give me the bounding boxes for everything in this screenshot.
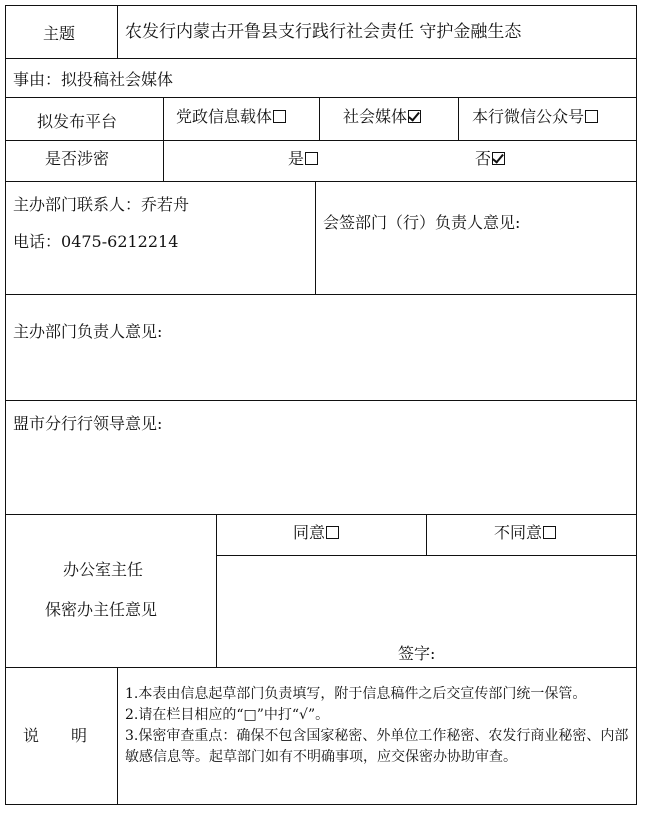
contact-phone-label: 电话： <box>13 232 62 251</box>
disagree-option[interactable] <box>494 523 556 543</box>
cosign-opinion-label: 会签部门（行）负责人意见: <box>323 213 521 232</box>
reason-label: 事由： <box>13 70 62 89</box>
agree-label: 同意 <box>293 523 326 542</box>
platform-option-wechat[interactable] <box>472 107 598 127</box>
col-divider <box>163 97 164 182</box>
col-divider <box>117 667 118 805</box>
branch-opinion-area[interactable] <box>10 440 632 510</box>
platform-option-label: 社会媒体 <box>343 107 408 126</box>
reason-value: 拟投稿社会媒体 <box>61 70 174 89</box>
row-divider <box>5 181 637 182</box>
note-item: 1.本表由信息起草部门负责填写，附于信息稿件之后交宣传部门统一保管。 <box>125 686 587 702</box>
agree-option[interactable] <box>293 523 339 543</box>
notes-label: 说 明 <box>23 726 88 745</box>
host-opinion-label: 主办部门负责人意见: <box>13 322 163 341</box>
contact-person <box>13 195 189 215</box>
checkbox-unchecked-icon[interactable] <box>585 110 598 123</box>
platform-label: 拟发布平台 <box>37 112 118 131</box>
note-item: 3.保密审查重点：确保不包含国家秘密、外单位工作秘密、农发行商业秘密、内部敏感信息等。起草部门如有不明确事项，应交保密办协助审查。 <box>125 728 629 765</box>
col-divider <box>426 514 427 556</box>
confidential-option-label: 是 <box>288 149 305 168</box>
platform-option-party[interactable] <box>176 107 286 127</box>
cosign-opinion-area[interactable] <box>320 240 632 290</box>
subject-label: 主题 <box>43 24 76 43</box>
row-divider <box>5 58 637 59</box>
col-divider <box>458 97 459 141</box>
note-item: 2.请在栏目相应的“□”中打“√”。 <box>125 707 330 723</box>
table-border-left <box>5 5 6 805</box>
signature-field[interactable] <box>445 640 630 664</box>
reason-row[interactable] <box>13 70 173 90</box>
col-divider <box>117 5 118 59</box>
table-border-top <box>5 5 637 6</box>
signature-label: 签字: <box>398 644 436 663</box>
branch-opinion-label: 盟市分行行领导意见: <box>13 414 163 433</box>
row-divider <box>5 400 637 401</box>
row-divider <box>5 514 637 515</box>
subject-value[interactable]: 农发行内蒙古开鲁县支行践行社会责任 守护金融生态 <box>125 22 522 42</box>
table-border-bottom <box>5 804 637 805</box>
col-divider <box>216 514 217 668</box>
confidential-option-label: 否 <box>475 149 492 168</box>
contact-person-label: 主办部门联系人： <box>13 195 142 214</box>
row-divider <box>5 294 637 295</box>
col-divider <box>315 181 316 295</box>
confidential-option-no[interactable] <box>475 149 505 169</box>
notes-list <box>125 684 635 768</box>
checkbox-unchecked-icon[interactable] <box>326 526 339 539</box>
checkbox-unchecked-icon[interactable] <box>273 110 286 123</box>
host-opinion-area[interactable] <box>10 346 632 396</box>
confidential-option-yes[interactable] <box>288 149 318 169</box>
contact-phone <box>13 232 178 252</box>
contact-phone-value: 0475-6212214 <box>61 232 179 251</box>
table-border-right <box>636 5 637 805</box>
confidential-label: 是否涉密 <box>45 149 110 168</box>
office-label-line1: 办公室主任 <box>63 560 144 579</box>
row-divider <box>5 97 637 98</box>
col-divider <box>319 97 320 141</box>
contact-person-name: 乔若舟 <box>141 195 190 214</box>
office-label-line2: 保密办主任意见 <box>45 600 158 619</box>
platform-option-social-media[interactable] <box>343 107 421 127</box>
checkbox-unchecked-icon[interactable] <box>305 152 318 165</box>
checkbox-unchecked-icon[interactable] <box>543 526 556 539</box>
platform-option-label: 党政信息载体 <box>176 107 273 126</box>
disagree-label: 不同意 <box>494 523 543 542</box>
row-divider <box>5 667 637 668</box>
platform-option-label: 本行微信公众号 <box>472 107 585 126</box>
row-divider <box>5 140 637 141</box>
checkbox-checked-icon[interactable] <box>408 110 421 123</box>
checkbox-checked-icon[interactable] <box>492 152 505 165</box>
